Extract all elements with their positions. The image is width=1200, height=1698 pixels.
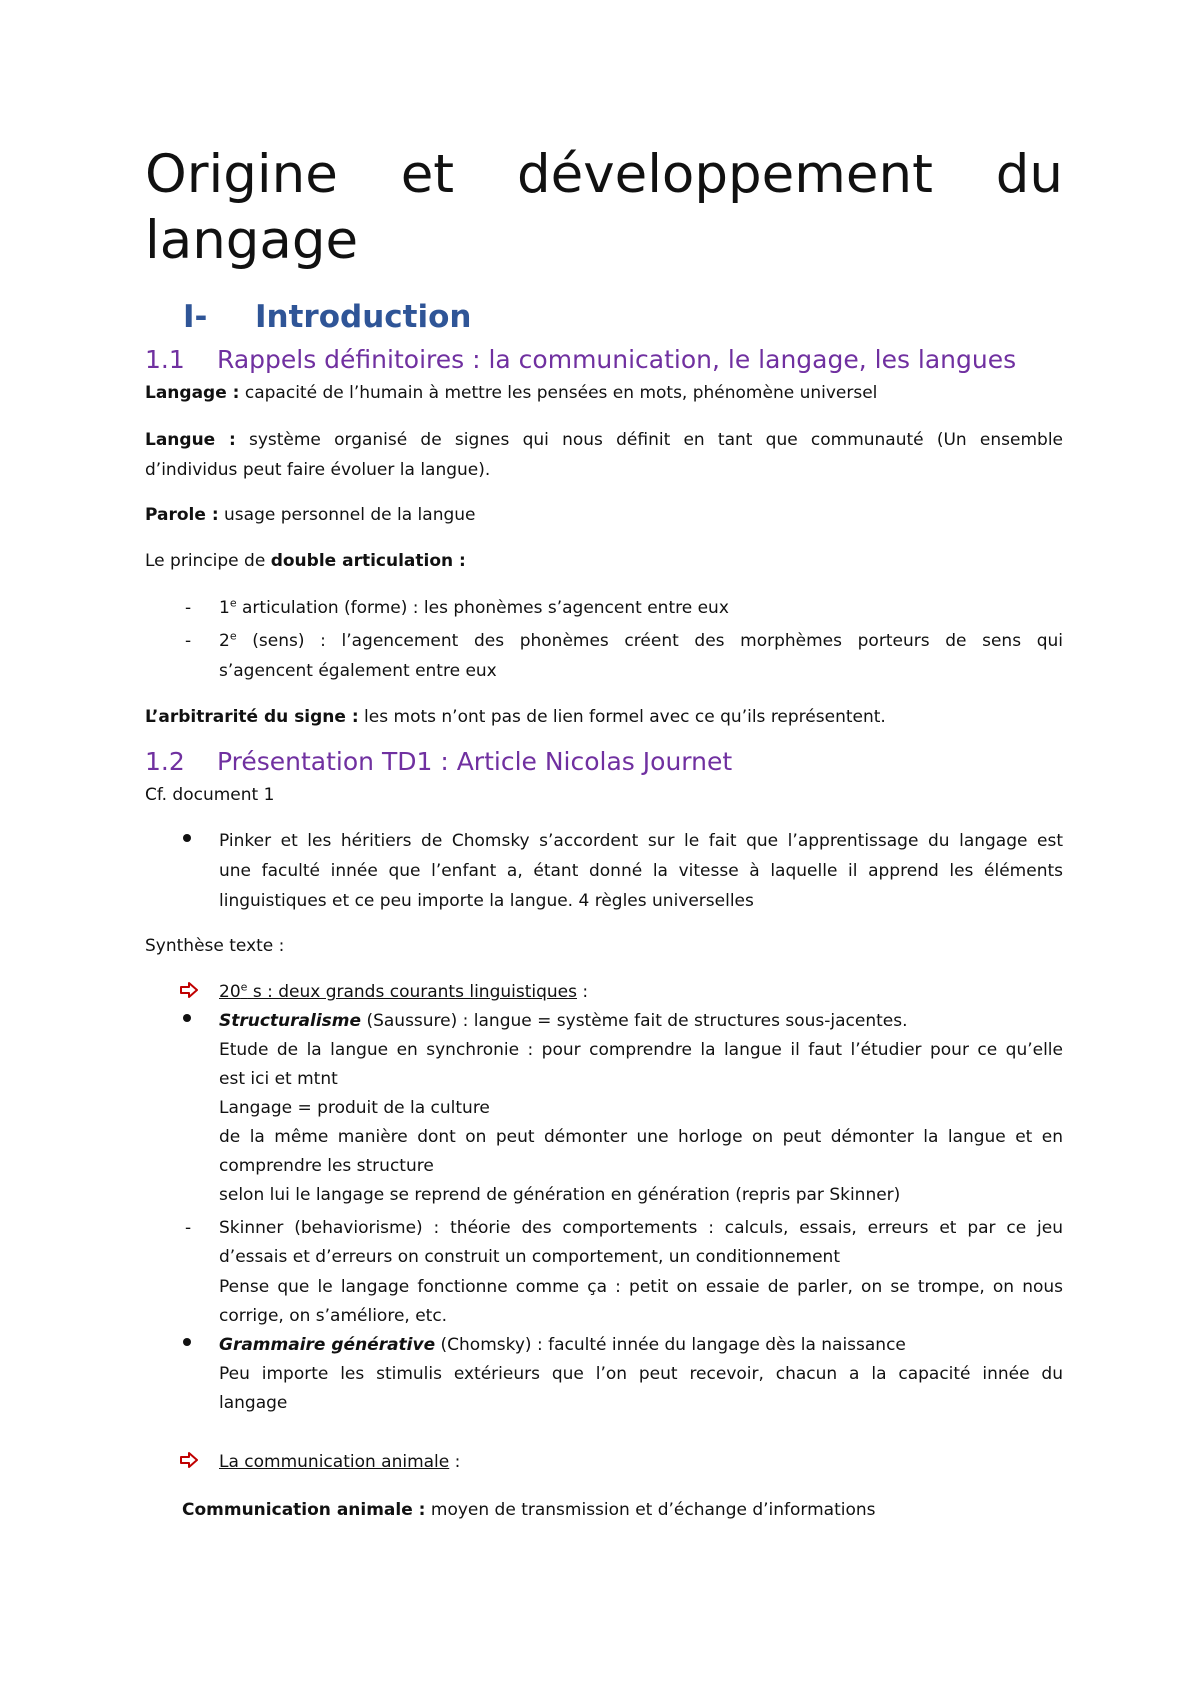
principe-double-articulation	[145, 551, 466, 571]
definition-term: Communication animale :	[182, 1500, 426, 1520]
pinker-line1: Pinker et les héritiers de Chomsky s’accordent sur le fait que l’apprentissage du langage est	[219, 831, 1063, 851]
skinner-line3: Pense que le langage fonctionne comme ça : petit on essaie de parler, on se trompe, on nous	[219, 1277, 1063, 1297]
subsection-title: Présentation TD1 : Article Nicolas Journet	[217, 747, 733, 776]
definition-term: Langage :	[145, 383, 240, 403]
grammaire-line3: langage	[219, 1393, 288, 1413]
skinner-line1: Skinner (behaviorisme) : théorie des comportements : calculs, essais, erreurs et par ce jeu	[219, 1218, 1063, 1238]
principe-prefix: Le principe de	[145, 551, 271, 571]
definition-term: Langue :	[145, 430, 236, 450]
definition-parole	[145, 505, 476, 525]
arbitrarite-text: les mots n’ont pas de lien formel avec ce qu’ils représentent.	[358, 707, 886, 727]
cf-document: Cf. document 1	[145, 785, 275, 805]
document-title-line1	[145, 142, 1063, 208]
structuralisme-line1: Structuralisme (Saussure) : langue = système fait de structures sous-jacentes.	[219, 1011, 908, 1031]
definition-langue-line1	[145, 430, 1063, 450]
structuralisme-line3: est ici et mtnt	[219, 1069, 338, 1089]
pinker-line3: linguistiques et ce peu importe la langue. 4 règles universelles	[219, 891, 754, 911]
definition-langue-line2: d’individus peut faire évoluer la langue).	[145, 460, 491, 480]
definition-text: moyen de transmission et d’échange d’informations	[425, 1500, 876, 1520]
bullet-dot	[183, 1014, 191, 1022]
communication-animale-definition	[182, 1500, 876, 1520]
definition-text: système organisé de signes qui nous définit en tant que communauté (Un ensemble	[235, 430, 1063, 450]
structuralisme-line6: comprendre les structure	[219, 1156, 434, 1176]
section-heading-title: Introduction	[255, 299, 472, 335]
communication-animale-heading: La communication animale :	[219, 1452, 461, 1472]
definition-text: usage personnel de la langue	[218, 505, 476, 525]
title-word: développement	[516, 144, 933, 205]
subsection-heading-1-1	[145, 345, 1016, 374]
courants-link-text: 20e s : deux grands courants linguistiques	[219, 980, 577, 1002]
subsection-number: 1.2	[145, 747, 185, 776]
articulation-item-1: 1e articulation (forme) : les phonèmes s’agencent entre eux	[219, 596, 729, 618]
structuralisme-line4: Langage = produit de la culture	[219, 1098, 490, 1118]
grammaire-line2: Peu importe les stimulis extérieurs que l’on peut recevoir, chacun a la capacité innée du	[219, 1364, 1063, 1384]
bullet-dot	[183, 834, 191, 842]
title-word: du	[995, 144, 1063, 205]
pinker-line2: une faculté innée que l’enfant a, étant donné la vitesse à laquelle il apprend les éléments	[219, 861, 1063, 881]
structuralisme-line2: Etude de la langue en synchronie : pour comprendre la langue il faut l’étudier pour ce qu’elle	[219, 1040, 1063, 1060]
list-dash: -	[185, 631, 192, 651]
definition-term: Parole :	[145, 505, 219, 525]
grammaire-term: Grammaire générative	[219, 1335, 436, 1355]
document-title-line2: langage	[145, 210, 359, 271]
structuralisme-term: Structuralisme	[219, 1011, 362, 1031]
list-dash: -	[185, 1218, 192, 1238]
title-word: Origine	[145, 144, 338, 205]
skinner-line4: corrige, on s’améliore, etc.	[219, 1306, 448, 1326]
arbitrarite-term: L’arbitrarité du signe :	[145, 707, 359, 727]
grammaire-line1: Grammaire générative (Chomsky) : faculté innée du langage dès la naissance	[219, 1335, 906, 1355]
subsection-number: 1.1	[145, 345, 185, 374]
structuralisme-line5: de la même manière dont on peut démonter une horloge on peut démonter la langue et en	[219, 1127, 1063, 1147]
list-dash: -	[185, 598, 192, 618]
right-arrow-icon	[180, 1452, 198, 1468]
courants-heading: 20e s : deux grands courants linguistiques :	[219, 980, 589, 1002]
skinner-line2: d’essais et d’erreurs on construit un comportement, un conditionnement	[219, 1247, 840, 1267]
definition-langage	[145, 383, 877, 403]
arbitrarite-du-signe	[145, 707, 886, 727]
subsection-title: Rappels définitoires : la communication, le langage, les langues	[217, 345, 1017, 374]
principe-term: double articulation :	[270, 551, 466, 571]
synthese-label: Synthèse texte :	[145, 936, 285, 956]
right-arrow-icon	[180, 982, 198, 998]
structuralisme-line7: selon lui le langage se reprend de génération en génération (repris par Skinner)	[219, 1185, 901, 1205]
section-heading-number: I-	[183, 299, 208, 335]
bullet-dot	[183, 1338, 191, 1346]
definition-text: capacité de l’humain à mettre les pensées en mots, phénomène universel	[239, 383, 878, 403]
articulation-item-2-line1: 2e (sens) : l’agencement des phonèmes créent des morphèmes porteurs de sens qui	[219, 629, 1063, 651]
title-word: et	[400, 144, 455, 205]
articulation-item-2-line2: s’agencent également entre eux	[219, 661, 497, 681]
subsection-heading-1-2	[145, 747, 732, 776]
